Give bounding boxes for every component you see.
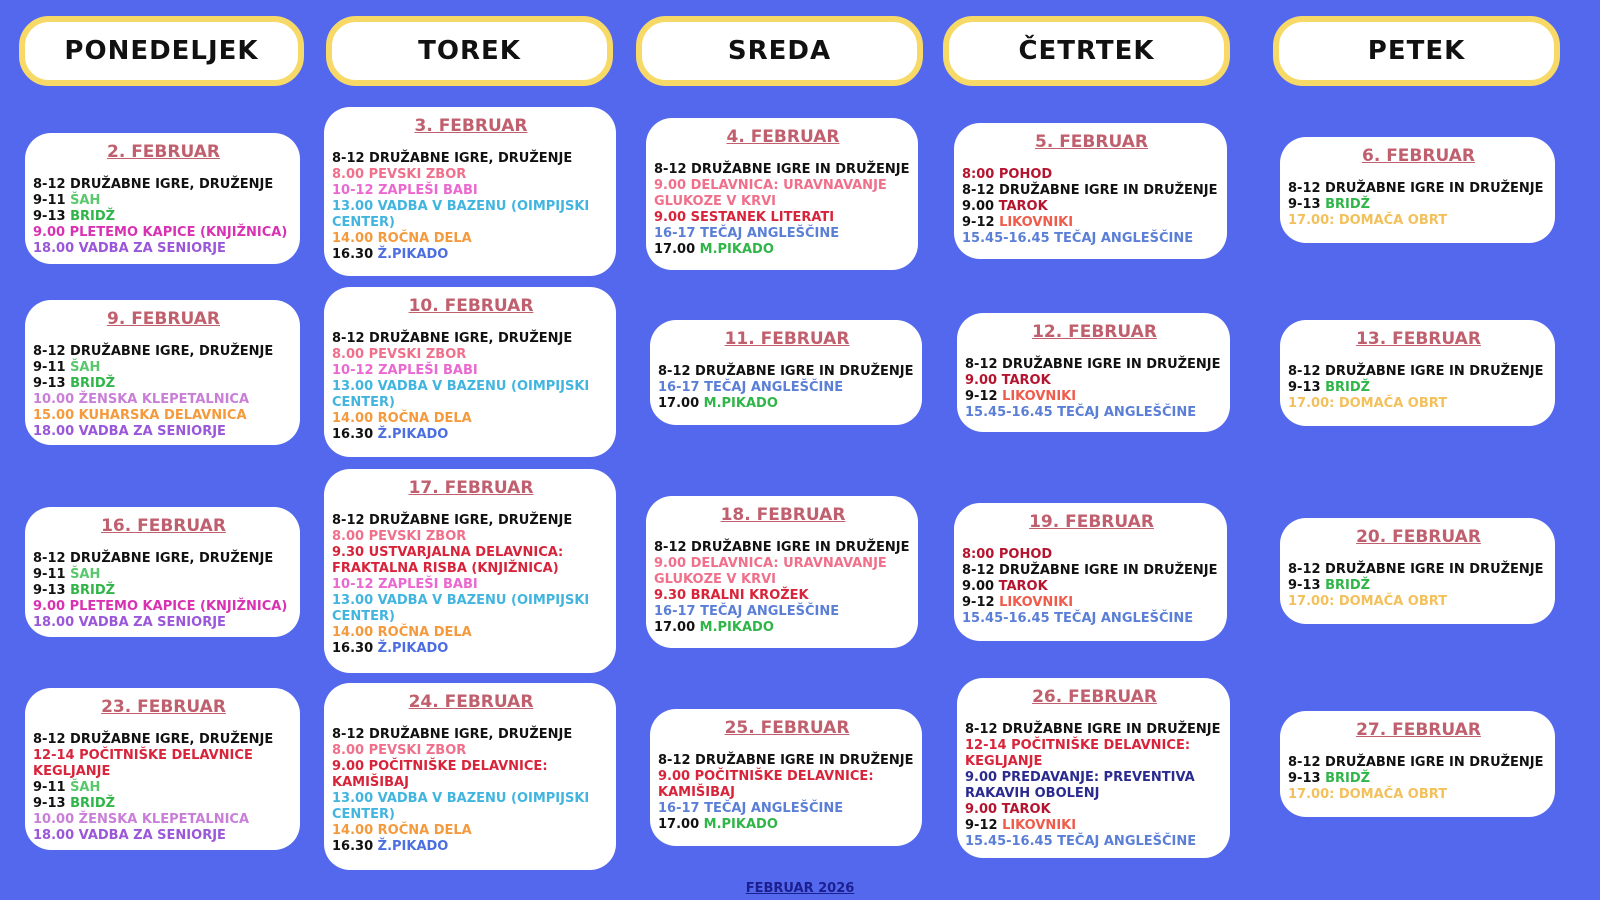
event-line	[33, 796, 294, 812]
event-text: 8-12 DRUŽABNE IGRE IN DRUŽENJE	[962, 563, 1218, 578]
event-text: BRIDŽ	[1325, 771, 1371, 786]
event-text: 15.45-16.45 TEČAJ ANGLEŠČINE	[962, 611, 1194, 626]
day-header-friday	[1273, 16, 1560, 86]
event-text: BRIDŽ	[70, 583, 116, 598]
event-text: 8-12 DRUŽABNE IGRE, DRUŽENJE	[33, 344, 274, 359]
event-line	[33, 551, 294, 567]
event-text: Ž.PIKADO	[377, 427, 449, 442]
event-line	[332, 743, 610, 759]
event-text: 9.30 BRALNI KROŽEK	[654, 588, 809, 603]
event-text: 18.00 VADBA ZA SENIORJE	[33, 615, 226, 630]
event-time: 9-13	[1288, 380, 1326, 395]
event-time: 9-12	[965, 818, 1003, 833]
event-text: 13.00 VADBA V BAZENU (OIMPIJSKI CENTER)	[332, 199, 590, 230]
event-line	[962, 611, 1221, 627]
event-text: 9.30 USTVARJALNA DELAVNICA: FRAKTALNA RISBA (KNJIŽNICA)	[332, 545, 564, 576]
event-time: 17.00	[658, 817, 704, 832]
event-text: 16-17 TEČAJ ANGLEŠČINE	[658, 801, 844, 816]
event-line	[658, 801, 916, 817]
event-text: 18.00 VADBA ZA SENIORJE	[33, 241, 226, 256]
event-time: 9-13	[1288, 771, 1326, 786]
event-line	[33, 177, 294, 193]
day-card	[954, 123, 1227, 259]
event-line	[33, 424, 294, 440]
day-label: ČETRTEK	[1018, 36, 1155, 66]
day-card	[646, 496, 918, 648]
day-label: TOREK	[418, 36, 521, 66]
event-text: 10-12 ZAPLEŠI BABI	[332, 577, 478, 592]
event-time: 9-13	[33, 209, 71, 224]
event-time: 16.30	[332, 247, 378, 262]
event-text: 10-12 ZAPLEŠI BABI	[332, 363, 478, 378]
event-line	[1288, 755, 1549, 771]
event-text: 12-14 POČITNIŠKE DELAVNICE: KEGLJANJE	[965, 738, 1191, 769]
event-text: ŠAH	[70, 360, 101, 375]
day-card	[324, 107, 616, 276]
event-text: 17.00: DOMAČA OBRT	[1288, 213, 1448, 228]
event-text: 18.00 VADBA ZA SENIORJE	[33, 424, 226, 439]
event-text: 18.00 VADBA ZA SENIORJE	[33, 828, 226, 843]
event-line	[332, 183, 610, 199]
event-text: 14.00 ROČNA DELA	[332, 411, 472, 426]
card-date: 17. FEBRUAR	[408, 478, 534, 498]
event-text: 9.00 POČITNIŠKE DELAVNICE: KAMIŠIBAJ	[332, 759, 548, 790]
day-card	[646, 118, 918, 270]
event-time: 9-13	[1288, 197, 1326, 212]
event-text: LIKOVNIKI	[1002, 818, 1077, 833]
event-line	[962, 579, 1221, 595]
event-line	[962, 595, 1221, 611]
day-header-tuesday	[326, 16, 613, 86]
event-line	[962, 215, 1221, 231]
event-text: 16-17 TEČAJ ANGLEŠČINE	[658, 380, 844, 395]
event-line	[658, 364, 916, 380]
event-line	[332, 331, 610, 347]
event-text: 8-12 DRUŽABNE IGRE, DRUŽENJE	[33, 732, 274, 747]
event-line	[332, 411, 610, 427]
event-line	[965, 834, 1224, 850]
day-card	[1280, 711, 1555, 817]
event-time: 16.30	[332, 641, 378, 656]
event-line	[1288, 213, 1549, 229]
event-text: 13.00 VADBA V BAZENU (OIMPIJSKI CENTER)	[332, 791, 590, 822]
event-line	[1288, 396, 1549, 412]
event-line	[654, 162, 912, 178]
event-text: BRIDŽ	[1325, 380, 1371, 395]
event-text: 8-12 DRUŽABNE IGRE, DRUŽENJE	[332, 513, 573, 528]
day-label: PONEDELJEK	[64, 36, 259, 66]
event-line	[1288, 787, 1549, 803]
month-footer: FEBRUAR 2026	[745, 881, 855, 896]
card-date: 9. FEBRUAR	[106, 309, 220, 329]
card-date: 18. FEBRUAR	[720, 505, 846, 525]
card-date: 2. FEBRUAR	[106, 142, 220, 162]
event-text: 15.45-16.45 TEČAJ ANGLEŠČINE	[965, 834, 1197, 849]
event-time: 16.30	[332, 839, 378, 854]
event-text: M.PIKADO	[703, 817, 778, 832]
card-date: 19. FEBRUAR	[1029, 512, 1154, 532]
event-line	[33, 780, 294, 796]
event-line	[658, 817, 916, 833]
event-line	[962, 563, 1221, 579]
event-line	[962, 547, 1221, 563]
day-card	[25, 133, 300, 264]
event-text: 8-12 DRUŽABNE IGRE IN DRUŽENJE	[654, 162, 910, 177]
event-text: 8.00 PEVSKI ZBOR	[332, 529, 467, 544]
event-text: 14.00 ROČNA DELA	[332, 625, 472, 640]
event-text: 8-12 DRUŽABNE IGRE, DRUŽENJE	[332, 331, 573, 346]
event-line	[332, 231, 610, 247]
event-line	[1288, 364, 1549, 380]
event-text: TAROK	[998, 579, 1048, 594]
event-line	[33, 615, 294, 631]
event-time: 9-12	[962, 595, 1000, 610]
event-text: 8-12 DRUŽABNE IGRE IN DRUŽENJE	[1288, 755, 1544, 770]
event-line	[1288, 562, 1549, 578]
event-text: 17.00: DOMAČA OBRT	[1288, 396, 1448, 411]
event-line	[965, 770, 1224, 802]
event-time: 9.00	[962, 579, 999, 594]
event-line	[654, 540, 912, 556]
day-card	[324, 287, 616, 457]
event-line	[332, 513, 610, 529]
card-date: 13. FEBRUAR	[1356, 329, 1481, 349]
event-line	[1288, 197, 1549, 213]
event-text: 8-12 DRUŽABNE IGRE IN DRUŽENJE	[962, 183, 1218, 198]
event-line	[332, 577, 610, 593]
event-text: 9.00 PLETEMO KAPICE (KNJIŽNICA)	[33, 225, 288, 240]
event-line	[332, 791, 610, 823]
day-card	[650, 320, 922, 425]
card-date: 24. FEBRUAR	[408, 692, 534, 712]
event-line	[33, 225, 294, 241]
day-card	[650, 709, 922, 846]
day-card	[324, 469, 616, 673]
event-time: 16.30	[332, 427, 378, 442]
event-time: 9-13	[33, 376, 71, 391]
event-time: 9-12	[965, 389, 1003, 404]
event-line	[33, 376, 294, 392]
event-line	[33, 360, 294, 376]
event-text: M.PIKADO	[699, 620, 774, 635]
event-text: 8-12 DRUŽABNE IGRE IN DRUŽENJE	[1288, 364, 1544, 379]
event-line	[965, 802, 1224, 818]
event-text: 9.00 POČITNIŠKE DELAVNICE: KAMIŠIBAJ	[658, 769, 874, 800]
day-card	[25, 688, 300, 850]
card-date: 23. FEBRUAR	[101, 697, 226, 717]
event-line	[965, 405, 1224, 421]
event-text: 15.00 KUHARSKA DELAVNICA	[33, 408, 247, 423]
event-line	[962, 167, 1221, 183]
event-text: BRIDŽ	[1325, 578, 1371, 593]
event-text: 8-12 DRUŽABNE IGRE IN DRUŽENJE	[658, 753, 914, 768]
event-text: LIKOVNIKI	[999, 215, 1074, 230]
event-text: 15.45-16.45 TEČAJ ANGLEŠČINE	[962, 231, 1194, 246]
event-text: 8-12 DRUŽABNE IGRE IN DRUŽENJE	[1288, 562, 1544, 577]
event-line	[1288, 578, 1549, 594]
event-time: 17.00	[654, 242, 700, 257]
event-line	[965, 389, 1224, 405]
event-line	[965, 722, 1224, 738]
card-date: 16. FEBRUAR	[101, 516, 226, 536]
event-text: 9.00 DELAVNICA: URAVNAVANJE GLUKOZE V KRVI	[654, 178, 887, 209]
event-text: M.PIKADO	[703, 396, 778, 411]
event-time: 9-11	[33, 780, 71, 795]
day-label: PETEK	[1367, 36, 1466, 66]
event-text: ŠAH	[70, 193, 101, 208]
event-text: 9.00 PLETEMO KAPICE (KNJIŽNICA)	[33, 599, 288, 614]
card-date: 25. FEBRUAR	[724, 718, 850, 738]
day-label: SREDA	[727, 36, 832, 66]
event-line	[332, 759, 610, 791]
card-date: 11. FEBRUAR	[724, 329, 850, 349]
event-line	[33, 583, 294, 599]
event-time: 9-12	[962, 215, 1000, 230]
event-line	[654, 242, 912, 258]
event-text: 8.00 PEVSKI ZBOR	[332, 347, 467, 362]
event-line	[332, 151, 610, 167]
event-line	[332, 347, 610, 363]
event-text: Ž.PIKADO	[377, 839, 449, 854]
day-card	[1280, 137, 1555, 243]
event-line	[332, 167, 610, 183]
event-text: BRIDŽ	[70, 796, 116, 811]
event-text: 15.45-16.45 TEČAJ ANGLEŠČINE	[965, 405, 1197, 420]
event-time: 17.00	[658, 396, 704, 411]
event-line	[33, 241, 294, 257]
event-text: 9.00 DELAVNICA: URAVNAVANJE GLUKOZE V KRVI	[654, 556, 887, 587]
event-text: 8-12 DRUŽABNE IGRE, DRUŽENJE	[33, 177, 274, 192]
event-line	[1288, 380, 1549, 396]
day-card	[324, 683, 616, 870]
event-line	[962, 231, 1221, 247]
event-text: 8-12 DRUŽABNE IGRE IN DRUŽENJE	[654, 540, 910, 555]
event-line	[654, 556, 912, 588]
event-time: 9-11	[33, 193, 71, 208]
event-text: 8.00 PEVSKI ZBOR	[332, 743, 467, 758]
card-date: 6. FEBRUAR	[1361, 146, 1475, 166]
event-line	[33, 344, 294, 360]
event-line	[332, 247, 610, 263]
event-text: 10.00 ŽENSKA KLEPETALNICA	[33, 392, 250, 407]
event-line	[33, 209, 294, 225]
event-text: 8-12 DRUŽABNE IGRE IN DRUŽENJE	[965, 357, 1221, 372]
event-text: LIKOVNIKI	[999, 595, 1074, 610]
event-line	[33, 599, 294, 615]
event-line	[332, 593, 610, 625]
event-text: 8-12 DRUŽABNE IGRE IN DRUŽENJE	[658, 364, 914, 379]
event-text: BRIDŽ	[70, 376, 116, 391]
event-text: 8-12 DRUŽABNE IGRE, DRUŽENJE	[332, 727, 573, 742]
card-date: 3. FEBRUAR	[414, 116, 528, 136]
event-line	[962, 199, 1221, 215]
event-line	[332, 363, 610, 379]
event-text: BRIDŽ	[70, 209, 116, 224]
event-line	[654, 588, 912, 604]
card-date: 10. FEBRUAR	[408, 296, 534, 316]
event-time: 9-13	[33, 796, 71, 811]
event-line	[332, 641, 610, 657]
event-line	[658, 753, 916, 769]
event-line	[962, 183, 1221, 199]
card-date: 26. FEBRUAR	[1032, 687, 1157, 707]
day-header-thursday	[943, 16, 1230, 86]
event-text: 17.00: DOMAČA OBRT	[1288, 594, 1448, 609]
day-card	[1280, 320, 1555, 426]
event-line	[1288, 771, 1549, 787]
event-text: ŠAH	[70, 567, 101, 582]
card-date: 4. FEBRUAR	[726, 127, 840, 147]
day-header-wednesday	[636, 16, 923, 86]
event-line	[33, 193, 294, 209]
day-header-monday	[19, 16, 304, 86]
event-text: 10-12 ZAPLEŠI BABI	[332, 183, 478, 198]
event-text: BRIDŽ	[1325, 197, 1371, 212]
event-text: 8-12 DRUŽABNE IGRE IN DRUŽENJE	[1288, 181, 1544, 196]
event-text: 8-12 DRUŽABNE IGRE, DRUŽENJE	[332, 151, 573, 166]
event-text: 8-12 DRUŽABNE IGRE, DRUŽENJE	[33, 551, 274, 566]
event-text: LIKOVNIKI	[1002, 389, 1077, 404]
event-text: 14.00 ROČNA DELA	[332, 231, 472, 246]
event-line	[332, 839, 610, 855]
event-line	[33, 748, 294, 780]
event-line	[332, 727, 610, 743]
day-card	[957, 313, 1230, 432]
event-text: TAROK	[998, 199, 1048, 214]
day-card	[954, 503, 1227, 641]
event-line	[33, 567, 294, 583]
event-line	[965, 357, 1224, 373]
event-text: 8.00 PEVSKI ZBOR	[332, 167, 467, 182]
event-text: 9.00 TAROK	[965, 802, 1051, 817]
event-text: 14.00 ROČNA DELA	[332, 823, 472, 838]
event-line	[654, 620, 912, 636]
event-text: 13.00 VADBA V BAZENU (OIMPIJSKI CENTER)	[332, 379, 590, 410]
event-line	[332, 625, 610, 641]
event-line	[332, 379, 610, 411]
event-line	[658, 380, 916, 396]
event-text: Ž.PIKADO	[377, 247, 449, 262]
event-line	[33, 408, 294, 424]
event-line	[654, 210, 912, 226]
event-line	[33, 392, 294, 408]
event-time: 9-11	[33, 567, 71, 582]
day-card	[25, 300, 300, 445]
event-line	[658, 396, 916, 412]
card-date: 20. FEBRUAR	[1356, 527, 1481, 547]
card-date: 12. FEBRUAR	[1032, 322, 1157, 342]
event-line	[332, 823, 610, 839]
event-line	[965, 373, 1224, 389]
event-text: 16-17 TEČAJ ANGLEŠČINE	[654, 604, 840, 619]
event-text: 8:00 POHOD	[962, 547, 1053, 562]
event-text: ŠAH	[70, 780, 101, 795]
day-card	[1280, 518, 1555, 624]
event-time: 9-11	[33, 360, 71, 375]
event-line	[332, 427, 610, 443]
card-date: 27. FEBRUAR	[1356, 720, 1481, 740]
event-time: 9-13	[33, 583, 71, 598]
event-text: 8:00 POHOD	[962, 167, 1053, 182]
event-line	[965, 738, 1224, 770]
event-line	[654, 178, 912, 210]
event-text: 9.00 TAROK	[965, 373, 1051, 388]
event-line	[1288, 594, 1549, 610]
day-card	[957, 678, 1230, 858]
event-time: 9.00	[962, 199, 999, 214]
event-text: 9.00 SESTANEK LITERATI	[654, 210, 835, 225]
event-line	[654, 226, 912, 242]
event-line	[654, 604, 912, 620]
card-date: 5. FEBRUAR	[1034, 132, 1148, 152]
event-line	[965, 818, 1224, 834]
event-line	[33, 812, 294, 828]
event-line	[332, 529, 610, 545]
event-line	[332, 199, 610, 231]
event-time: 17.00	[654, 620, 700, 635]
event-text: M.PIKADO	[699, 242, 774, 257]
event-text: 17.00: DOMAČA OBRT	[1288, 787, 1448, 802]
event-line	[332, 545, 610, 577]
event-line	[33, 828, 294, 844]
event-text: 8-12 DRUŽABNE IGRE IN DRUŽENJE	[965, 722, 1221, 737]
event-time: 9-13	[1288, 578, 1326, 593]
event-text: 16-17 TEČAJ ANGLEŠČINE	[654, 226, 840, 241]
day-card	[25, 507, 300, 637]
event-text: 9.00 PREDAVANJE: PREVENTIVA RAKAVIH OBOLENJ	[965, 770, 1195, 801]
event-line	[1288, 181, 1549, 197]
event-line	[33, 732, 294, 748]
event-line	[658, 769, 916, 801]
event-text: 12-14 POČITNIŠKE DELAVNICE KEGLJANJE	[33, 748, 253, 779]
event-text: 13.00 VADBA V BAZENU (OIMPIJSKI CENTER)	[332, 593, 590, 624]
event-text: Ž.PIKADO	[377, 641, 449, 656]
event-text: 10.00 ŽENSKA KLEPETALNICA	[33, 812, 250, 827]
